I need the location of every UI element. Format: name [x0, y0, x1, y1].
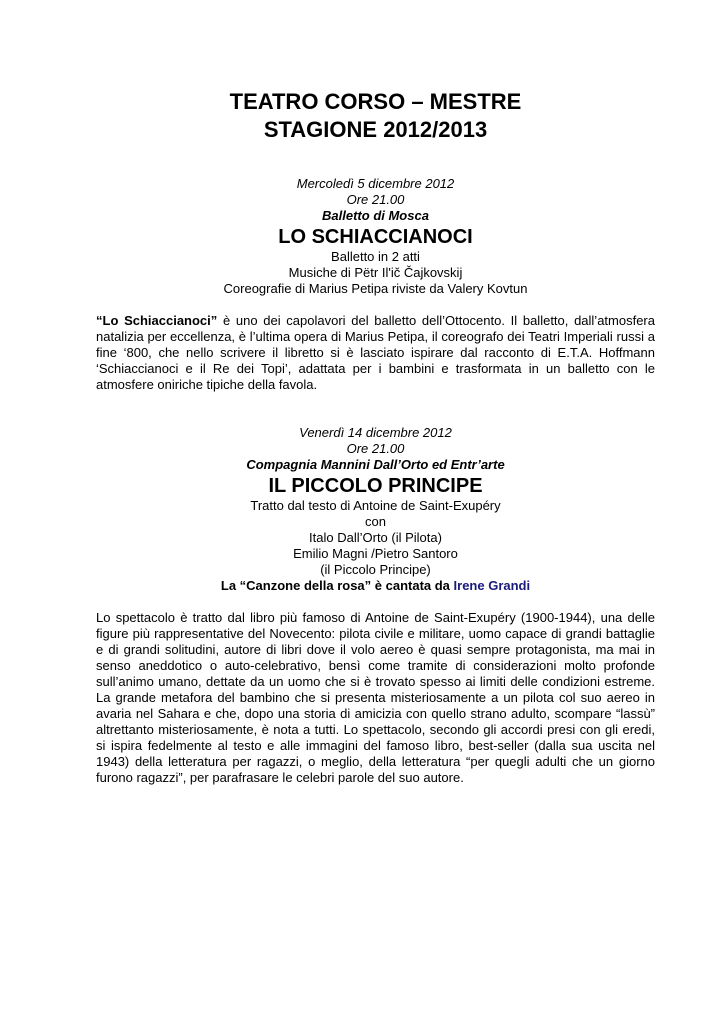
description-body: è uno dei capolavori del balletto dell’Ottocento. Il balletto, dall’atmosfera natalizia per eccellenza, è l’ultima opera di Marius Petipa, il coreografo dei Teatri Imperiali russi a fine ‘800, che nello scrivere il libretto si è lasciato ispirare dal racconto di E.T.A. Hoffmann ‘Schiaccianoci e il Re dei Topi’, adattata per i bambini e trasformata in un balletto con le atmosfere oniriche tipiche della favola.: [96, 313, 655, 392]
event-date: Venerdì 14 dicembre 2012: [299, 425, 452, 440]
season-title: STAGIONE 2012/2013: [263, 117, 488, 142]
song-credit: [96, 578, 655, 594]
event-detail: Coreografie di Marius Petipa riviste da Valery Kovtun: [223, 281, 528, 296]
event-detail: (il Piccolo Principe): [320, 562, 431, 577]
description-lead: “Lo Schiaccianoci”: [96, 313, 218, 328]
event-schiaccianoci: [96, 176, 655, 297]
event-title: IL PICCOLO PRINCIPE: [268, 475, 483, 497]
event-piccolo-principe: [96, 425, 655, 594]
event-detail: Balletto in 2 atti: [331, 249, 420, 264]
event-detail: Tratto dal testo di Antoine de Saint-Exupéry: [250, 498, 501, 513]
document-header: [96, 88, 655, 144]
event-detail: Musiche di Pëtr Il'ič Čajkovskij: [288, 265, 463, 280]
event-description: Lo spettacolo è tratto dal libro più famoso di Antoine de Saint-Exupéry (1900-1944), una delle figure più rappresentative del Novecento: pilota civile e militare, uomo capace di grandi battaglie e di grandi solitudini, autore di libri dove il volo aereo è quasi sempre protagonista, ma mai in senso aneddotico o auto-celebrativo, bensì come tramite di considerazioni molto profonde sull’animo umano, dettate da un uomo che si è trovato spesso ai limiti delle condizioni estreme. La grande metafora del bambino che si presenta misteriosamente a un pilota col suo aereo in avaria nel Sahara e che, dopo una storia di amicizia con quello strano adulto, scompare “lassù” altrettanto misteriosamente, è nota a tutti. Lo spettacolo, secondo gli accordi presi con gli eredi, si ispira fedelmente al testo e alle immagini del famoso libro, best-seller (dalla sua uscita nel 1943) della letteratura per ragazzi, o meglio, della letteratura “per quegli adulti che un giorno furono ragazzi”, per parafrasare le celebri parole del suo autore.: [96, 610, 655, 785]
event-detail: Italo Dall’Orto (il Pilota): [309, 530, 442, 545]
theatre-title: TEATRO CORSO – MESTRE: [229, 89, 522, 114]
event-date: Mercoledì 5 dicembre 2012: [296, 176, 455, 191]
event-detail: Emilio Magni /Pietro Santoro: [293, 546, 458, 561]
event-title: LO SCHIACCIANOCI: [278, 226, 473, 248]
event-company: Balletto di Mosca: [322, 208, 429, 223]
event-detail: con: [365, 514, 386, 529]
event-description: [96, 313, 655, 393]
event-company: Compagnia Mannini Dall’Orto ed Entr’arte: [246, 457, 505, 472]
song-artist: Irene Grandi: [453, 578, 531, 593]
event-time: Ore 21.00: [346, 192, 405, 207]
event-time: Ore 21.00: [346, 441, 405, 456]
song-credit-text: La “Canzone della rosa” è cantata da: [220, 578, 454, 593]
